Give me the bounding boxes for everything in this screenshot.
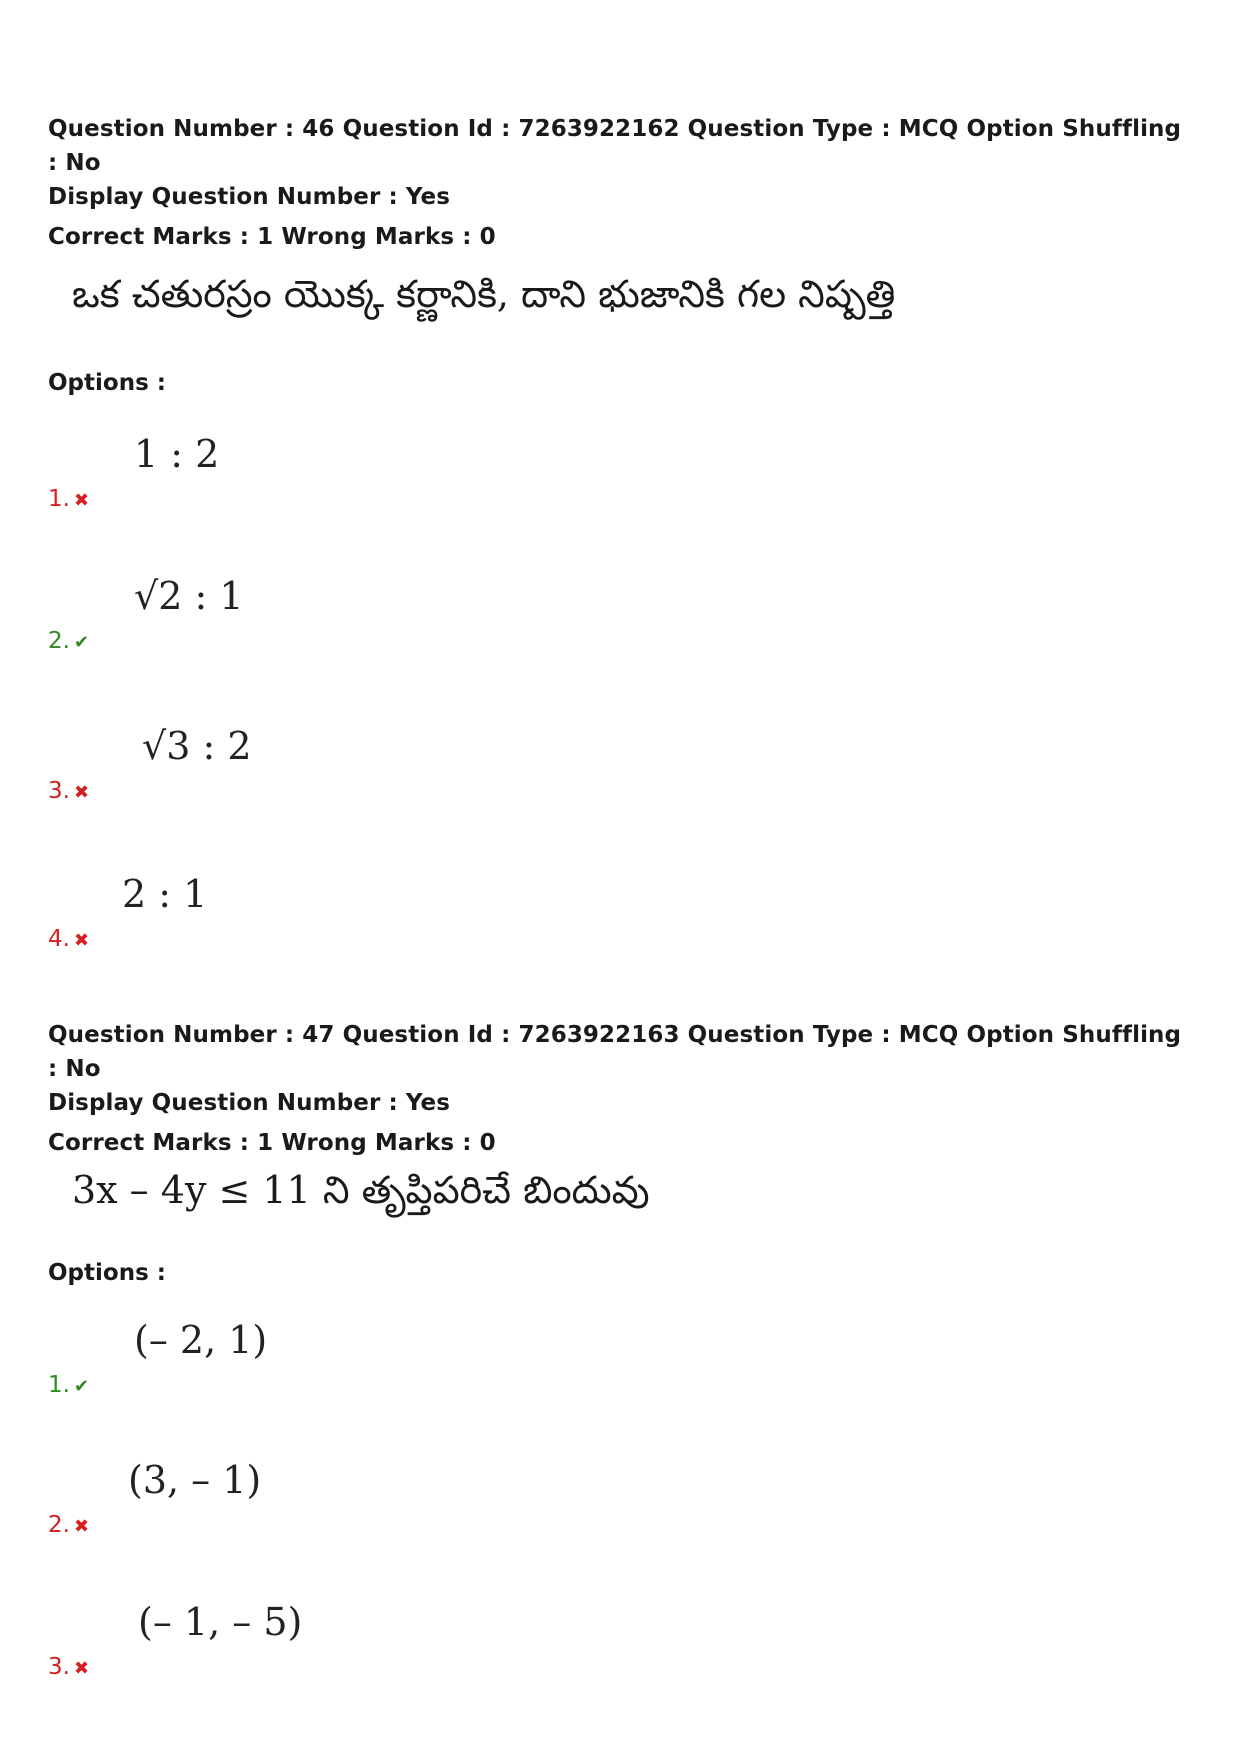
option-2[interactable] xyxy=(48,574,648,654)
option-number: 4. ✖ xyxy=(48,926,90,952)
option-number: 2. ✔ xyxy=(48,628,90,654)
question-text: 3x – 4y ≤ 11 ని తృప్తిపరిచే బిందువు xyxy=(72,1168,650,1212)
option-value: 1 : 2 xyxy=(134,432,220,476)
option-value: 2 : 1 xyxy=(122,872,208,916)
option-2[interactable] xyxy=(48,1458,648,1538)
check-icon: ✔ xyxy=(73,632,90,653)
option-3[interactable] xyxy=(48,724,648,804)
check-icon: ✔ xyxy=(73,1376,90,1397)
option-number: 1. ✖ xyxy=(48,486,90,512)
question-header: Question Number : 47 Question Id : 7263922163 Question Type : MCQ Option Shuffling : No xyxy=(48,1022,1182,1082)
marks-line: Correct Marks : 1 Wrong Marks : 0 xyxy=(48,224,496,250)
cross-icon: ✖ xyxy=(73,1658,90,1679)
option-number: 2. ✖ xyxy=(48,1512,90,1538)
question-text: ఒక చతురస్రం యొక్క కర్ణానికి, దాని భుజానికి గల నిష్పత్తి xyxy=(72,272,896,316)
option-1[interactable] xyxy=(48,1318,648,1398)
question-meta xyxy=(48,1018,1198,1160)
options-label: Options : xyxy=(48,1260,166,1286)
display-question-number: Display Question Number : Yes xyxy=(48,1090,451,1116)
option-value: (3, – 1) xyxy=(128,1458,262,1502)
option-1[interactable] xyxy=(48,432,648,512)
option-value: (– 2, 1) xyxy=(134,1318,268,1362)
question-header: Question Number : 46 Question Id : 7263922162 Question Type : MCQ Option Shuffling : No xyxy=(48,116,1182,176)
cross-icon: ✖ xyxy=(73,782,90,803)
option-number: 3. ✖ xyxy=(48,778,90,804)
marks-line: Correct Marks : 1 Wrong Marks : 0 xyxy=(48,1130,496,1156)
question-meta xyxy=(48,112,1198,254)
question-block-46 xyxy=(48,112,1198,952)
question-block-47 xyxy=(48,1018,1198,1680)
option-value: √2 : 1 xyxy=(134,574,244,618)
cross-icon: ✖ xyxy=(73,1516,90,1537)
options-label: Options : xyxy=(48,370,166,396)
option-number: 1. ✔ xyxy=(48,1372,90,1398)
option-value: √3 : 2 xyxy=(142,724,252,768)
option-4[interactable] xyxy=(48,872,648,952)
option-3[interactable] xyxy=(48,1600,648,1680)
cross-icon: ✖ xyxy=(73,490,90,511)
cross-icon: ✖ xyxy=(73,930,90,951)
option-value: (– 1, – 5) xyxy=(138,1600,303,1644)
display-question-number: Display Question Number : Yes xyxy=(48,184,451,210)
option-number: 3. ✖ xyxy=(48,1654,90,1680)
